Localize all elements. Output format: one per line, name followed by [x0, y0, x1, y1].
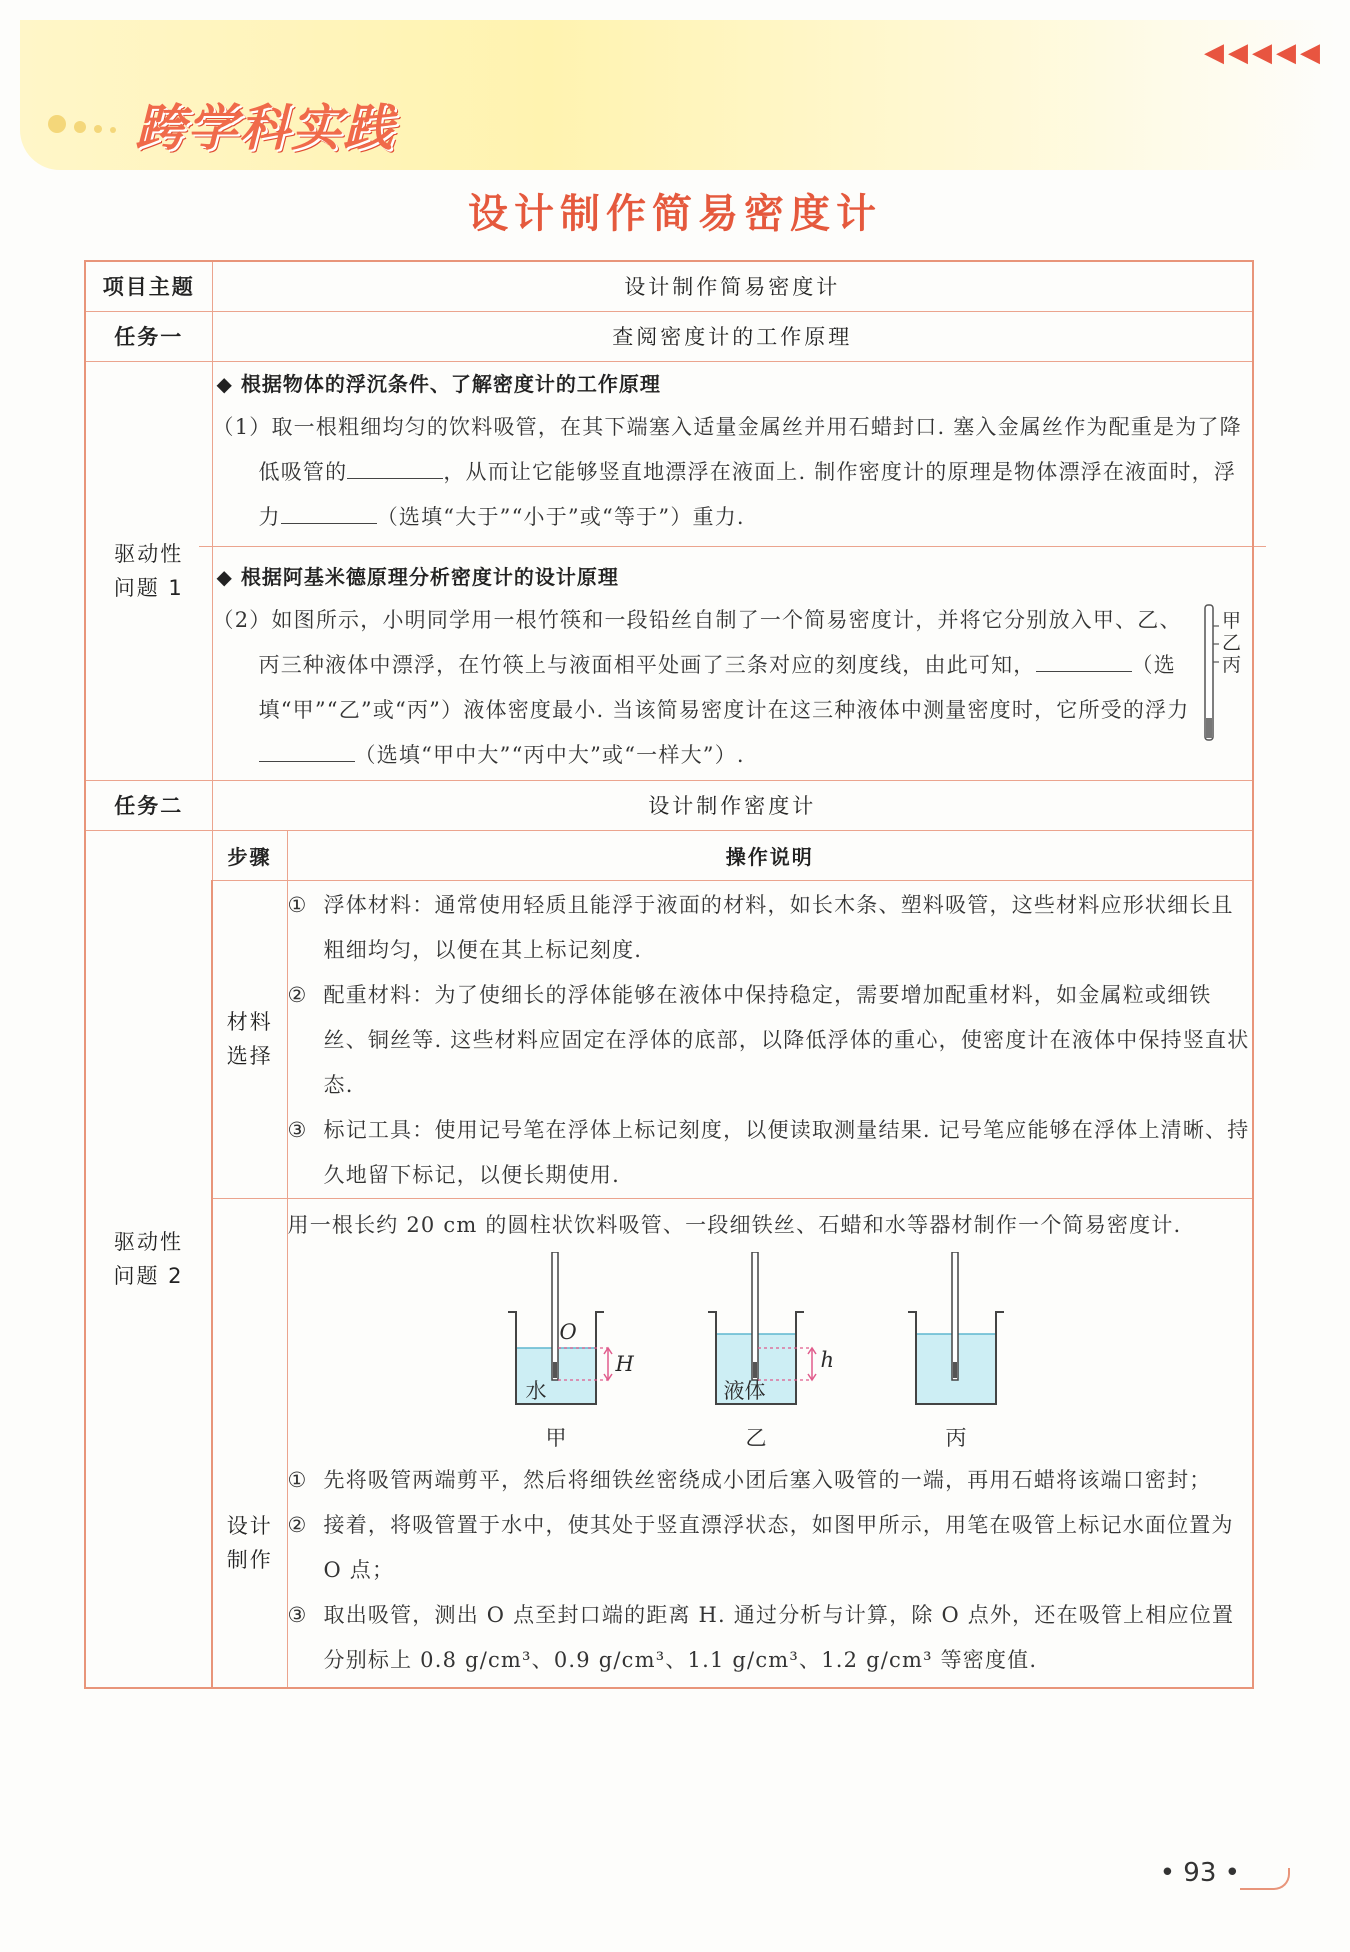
item-text: 取出吸管，测出 O 点至封口端的距离 H. 通过分析与计算，除 O 点外，还在吸管上相应位置分别标上 0.8 g/cm³、0.9 g/cm³、1.1 g/cm³、1.2 g/cm³ 等密度值. — [323, 1602, 1235, 1672]
step-header: 步骤 — [212, 830, 287, 880]
row-step-header — [85, 830, 1253, 880]
label-design-line2: 制作 — [226, 1547, 273, 1572]
item-text: 先将吸管两端剪平，然后将细铁丝密绕成小团后塞入吸管的一端，再用石蜡将该端口密封； — [323, 1467, 1212, 1492]
item-number: ① — [287, 1467, 308, 1492]
label-question-2 — [85, 830, 212, 1688]
item-number: ② — [287, 1512, 308, 1537]
list-item — [288, 973, 1253, 1108]
label-design-line1: 设计 — [226, 1513, 273, 1538]
answer-blank-1[interactable] — [347, 454, 443, 479]
row-task-one — [85, 311, 1253, 361]
list-item — [288, 1108, 1253, 1198]
label-q1-line1: 驱动性 — [114, 541, 184, 566]
mark-jia: 甲 — [1222, 609, 1242, 632]
answer-blank-2[interactable] — [281, 499, 377, 524]
section-title: 跨学科实践 — [135, 99, 395, 157]
item-text: 标记工具：使用记号笔在浮体上标记刻度，以便读取测量结果. 记号笔应能够在浮体上清晰、持久地留下标记，以便长期使用. — [323, 1117, 1250, 1187]
design-content — [287, 1198, 1253, 1688]
decorative-arrows-icon: ◀◀◀◀◀ — [1204, 38, 1324, 68]
description-header: 操作说明 — [287, 830, 1253, 880]
design-intro: 用一根长约 20 cm 的圆柱状饮料吸管、一段细铁丝、石蜡和水等器材制作一个简易密度计. — [287, 1212, 1182, 1237]
caption-bing: 丙 — [945, 1425, 967, 1450]
mark-bing: 丙 — [1222, 653, 1242, 676]
q1-text-a: （1）取一根粗细均匀的饮料吸管，在其下端塞入适量金属丝并用石蜡封口. 塞入金属丝作为配重是为了降低吸管的 — [212, 414, 1242, 484]
bullet-heading-1: ◆ 根据物体的浮沉条件、了解密度计的工作原理 — [216, 371, 661, 396]
row-task-two — [85, 780, 1253, 830]
task-two-text: 设计制作密度计 — [212, 780, 1253, 830]
beaker-figure — [288, 1252, 1253, 1452]
item-text: 接着，将吸管置于水中，使其处于竖直漂浮状态，如图甲所示，用笔在吸管上标记水面位置为 O 点； — [323, 1512, 1234, 1582]
item-number: ② — [287, 982, 308, 1007]
label-o: O — [559, 1319, 577, 1344]
divider — [199, 546, 1267, 547]
banner-dots — [48, 115, 124, 137]
row-question-1 — [85, 361, 1253, 780]
page-title: 设计制作简易密度计 — [468, 190, 882, 237]
row-design-making — [85, 1198, 1253, 1688]
label-material-selection — [212, 880, 287, 1198]
item-number: ③ — [287, 1117, 308, 1142]
project-table — [84, 260, 1254, 1689]
densimeter-figure — [1202, 598, 1252, 778]
caption-yi: 乙 — [745, 1425, 767, 1450]
item-number: ① — [287, 892, 308, 917]
label-task-one: 任务一 — [85, 311, 212, 361]
project-theme-text: 设计制作简易密度计 — [212, 261, 1253, 311]
label-mat-line1: 材料 — [226, 1010, 273, 1034]
mark-yi: 乙 — [1222, 631, 1242, 654]
label-task-two: 任务二 — [85, 780, 212, 830]
q1-text-c: （选填“大于”“小于”或“等于”）重力. — [376, 504, 745, 529]
item-text: 浮体材料：通常使用轻质且能浮于液面的材料，如长木条、塑料吸管，这些材料应形状细长且粗细均匀，以便在其上标记刻度. — [323, 892, 1234, 962]
label-H: H — [615, 1351, 634, 1376]
question-1-content — [212, 361, 1253, 780]
label-q2-line1: 驱动性 — [114, 1229, 183, 1254]
answer-blank-3[interactable] — [1036, 647, 1132, 672]
task-one-text: 查阅密度计的工作原理 — [212, 311, 1253, 361]
beaker-bing — [908, 1252, 1004, 1404]
label-liquid: 液体 — [723, 1378, 766, 1403]
caption-jia: 甲 — [545, 1425, 567, 1450]
list-item — [288, 1593, 1253, 1683]
list-item — [288, 1458, 1253, 1503]
label-q1-line2: 问题 1 — [113, 575, 184, 600]
answer-blank-4[interactable] — [259, 737, 355, 762]
item-number: ③ — [287, 1602, 308, 1627]
q2-text-a: （2）如图所示，小明同学用一根竹筷和一段铅丝自制了一个简易密度计，并将它分别放入甲、乙、丙三种液体中漂浮，在竹筷上与液面相平处画了三条对应的刻度线，由此可知， — [212, 607, 1182, 677]
label-water: 水 — [525, 1378, 547, 1403]
row-project-theme — [85, 261, 1253, 311]
label-question-1 — [85, 361, 212, 780]
item-text: 配重材料：为了使细长的浮体能够在液体中保持稳定，需要增加配重材料，如金属粒或细铁丝、铜丝等. 这些材料应固定在浮体的底部，以降低浮体的重心，使密度计在液体中保持竖直状态. — [323, 982, 1250, 1097]
list-item — [288, 883, 1253, 973]
label-h: h — [820, 1347, 835, 1372]
label-project-theme: 项目主题 — [85, 261, 212, 311]
beaker-diagram — [288, 1252, 1288, 1452]
q2-text-b: （选填“甲”“乙”或“丙”）液体密度最小. 当该简易密度计在这三种液体中测量密度时，它所受的浮力 — [258, 652, 1190, 722]
page-number-decoration — [1240, 1868, 1290, 1890]
material-list — [287, 880, 1253, 1198]
mark-labels — [1222, 610, 1241, 676]
q1-text-b: ，从而让它能够竖直地漂浮在液面上. 制作密度计的原理是物体漂浮在液面时，浮力 — [258, 459, 1237, 529]
question-2-wrap — [213, 598, 1253, 778]
q2-text-c: （选填“甲中大”“丙中大”或“一样大”）. — [354, 742, 745, 767]
page-number: • 93 • — [1159, 1858, 1240, 1888]
question-2-paragraph — [213, 598, 1195, 778]
label-q2-line2: 问题 2 — [113, 1263, 184, 1288]
label-design-making — [212, 1198, 287, 1688]
list-item — [288, 1503, 1253, 1593]
row-material-selection — [85, 880, 1253, 1198]
question-1-paragraph — [213, 405, 1253, 540]
label-mat-line2: 选择 — [226, 1044, 273, 1068]
bullet-heading-2: ◆ 根据阿基米德原理分析密度计的设计原理 — [216, 564, 619, 589]
